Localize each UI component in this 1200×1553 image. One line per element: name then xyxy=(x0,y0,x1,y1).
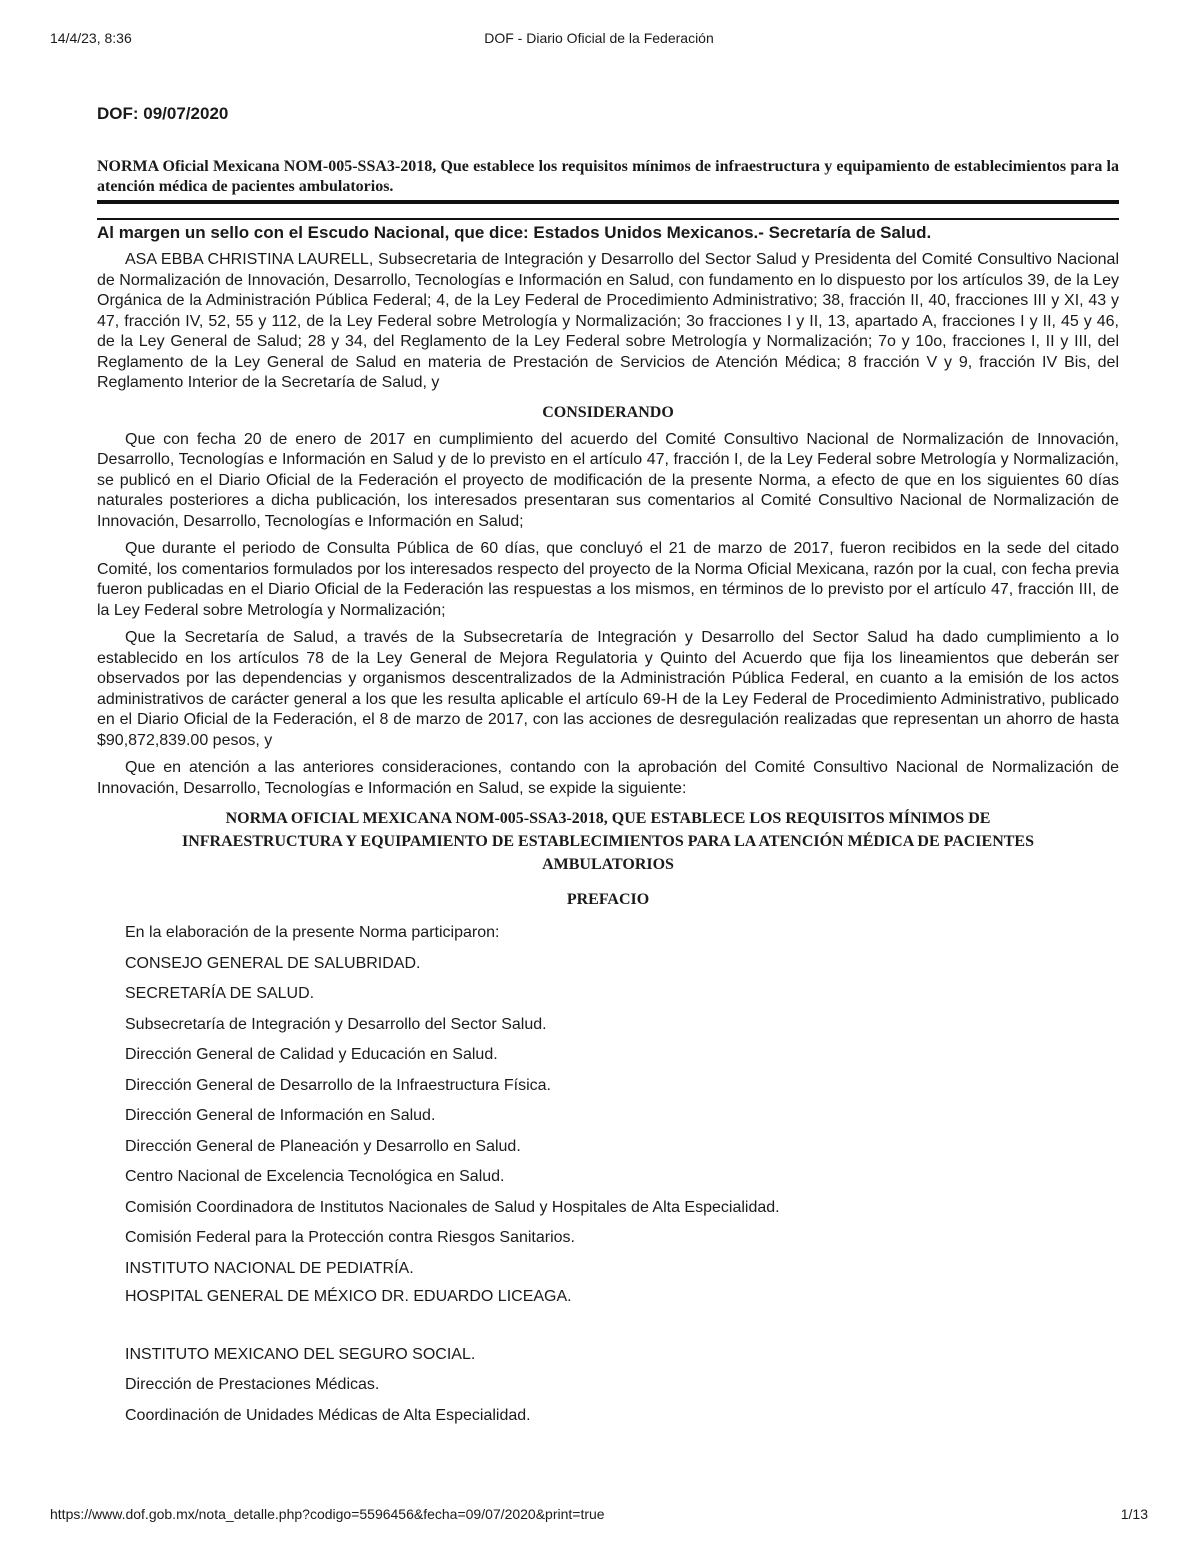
list-item: CONSEJO GENERAL DE SALUBRIDAD. xyxy=(125,954,421,972)
print-header xyxy=(50,30,1148,50)
print-url: https://www.dof.gob.mx/nota_detalle.php?codigo=5596456&fecha=09/07/2020&print=true xyxy=(50,1506,605,1522)
list-item: Dirección de Prestaciones Médicas. xyxy=(125,1376,380,1393)
considerando-paragraph-2: Que durante el periodo de Consulta Pública de 60 días, que concluyó el 21 de marzo de 2017, fueron recibidos en la sede del citado Comité, los comentarios formulados por los interesados respecto del proyecto de la Norma Oficial Mexicana, razón por la cual, con fecha previa fueron publicadas en el Diario Oficial de la Federación las respuestas a los mismos, en términos de lo previsto por el artículo 47, fracción III, de la Ley Federal sobre Metrología y Normalización; xyxy=(97,540,1119,619)
considerando-heading: CONSIDERANDO xyxy=(542,403,674,421)
list-item: Dirección General de Planeación y Desarrollo en Salud. xyxy=(125,1137,521,1155)
list-item: Centro Nacional de Excelencia Tecnológica en Salud. xyxy=(125,1168,505,1185)
list-item: HOSPITAL GENERAL DE MÉXICO DR. EDUARDO LICEAGA. xyxy=(125,1287,572,1305)
intro-paragraph: ASA EBBA CHRISTINA LAURELL, Subsecretaria de Integración y Desarrollo del Sector Salud y Presidenta del Comité Consultivo Nacional de Normalización de Innovación, Desarrollo, Tecnologías e Información en Salud, con fundamento en lo dispuesto por los artículos 39, de la Ley Orgánica de la Administración Pública Federal; 4, de la Ley Federal de Procedimiento Administrativo; 38, fracción II, 40, fracciones III y XI, 43 y 47, fracción IV, 52, 55 y 112, de la Ley Federal sobre Metrología y Normalización; 3o fracciones I y II, 13, apartado A, fracciones I y II, 45 y 46, de la Ley General de Salud; 28 y 34, del Reglamento de la Ley Federal sobre Metrología y Normalización; 7o y 10o, fracciones I, II y III, del Reglamento de la Ley General de Salud en materia de Prestación de Servicios de Atención Médica; 8 fracción V y 9, fracción IV Bis, del Reglamento Interior de la Secretaría de Salud, y xyxy=(97,251,1119,391)
considerando-paragraph-3: Que la Secretaría de Salud, a través de la Subsecretaría de Integración y Desarrollo del Sector Salud ha dado cumplimiento a lo establecido en los artículos 78 de la Ley General de Mejora Regulatoria y Quinto del Acuerdo que fija los lineamientos que deberán ser observados por las dependencias y organismos descentralizados de la Administración Pública Federal, en cuanto a la emisión de los actos administrativos de carácter general a los que les resulta aplicable el artículo 69-H de la Ley Federal de Procedimiento Administrativo, publicado en el Diario Oficial de la Federación, el 8 de marzo de 2017, con las acciones de desregulación realizadas que representan un ahorro de hasta $90,872,839.00 pesos, y xyxy=(97,629,1119,749)
sello-statement: Al margen un sello con el Escudo Nacional, que dice: Estados Unidos Mexicanos.- Secretaría de Salud. xyxy=(97,223,932,242)
prefacio-heading: PREFACIO xyxy=(566,891,650,908)
list-item: Coordinación de Unidades Médicas de Alta Especialidad. xyxy=(125,1406,531,1424)
list-item: Dirección General de Desarrollo de la Infraestructura Física. xyxy=(125,1076,551,1094)
document-body xyxy=(97,104,1119,1436)
list-item: Dirección General de Calidad y Educación en Salud. xyxy=(125,1046,498,1063)
participants-list xyxy=(97,923,1119,1426)
list-item: Dirección General de Información en Salud. xyxy=(125,1107,436,1124)
list-item: En la elaboración de la presente Norma participaron: xyxy=(125,924,500,941)
list-item: Comisión Coordinadora de Institutos Nacionales de Salud y Hospitales de Alta Especialidad. xyxy=(125,1198,780,1216)
considerando-paragraph-4: Que en atención a las anteriores consideraciones, contando con la aprobación del Comité Consultivo Nacional de Normalización de Innovación, Desarrollo, Tecnologías e Información en Salud, se expide la siguiente: xyxy=(97,759,1119,797)
dof-date: DOF: 09/07/2020 xyxy=(97,104,229,123)
print-date: 14/4/23, 8:36 xyxy=(50,30,132,46)
page-number: 1/13 xyxy=(1120,1506,1148,1522)
list-item: Comisión Federal para la Protección contra Riesgos Sanitarios. xyxy=(125,1229,575,1246)
list-item: INSTITUTO NACIONAL DE PEDIATRÍA. xyxy=(125,1259,414,1277)
norma-title: NORMA Oficial Mexicana NOM-005-SSA3-2018, Que establece los requisitos mínimos de infraestructura y equipamiento de establecimientos para la atención médica de pacientes ambulatorios. xyxy=(97,157,1119,204)
title-divider xyxy=(97,218,1119,220)
list-item: SECRETARÍA DE SALUD. xyxy=(125,985,315,1002)
list-item: INSTITUTO MEXICANO DEL SEGURO SOCIAL. xyxy=(125,1345,476,1363)
print-footer xyxy=(50,1506,1148,1526)
list-item: Subsecretaría de Integración y Desarrollo del Sector Salud. xyxy=(125,1015,547,1033)
considerando-paragraph-1: Que con fecha 20 de enero de 2017 en cumplimiento del acuerdo del Comité Consultivo Nacional de Normalización de Innovación, Desarrollo, Tecnologías e Información en Salud y de lo previsto en el artículo 47, fracción I, de la Ley Federal sobre Metrología y Normalización, se publicó en el Diario Oficial de la Federación el proyecto de modificación de la presente Norma, a efecto de que en los siguientes 60 días naturales posteriores a dicha publicación, los interesados presentaran sus comentarios al Comité Consultivo Nacional de Normalización de Innovación, Desarrollo, Tecnologías e Información en Salud; xyxy=(97,430,1119,530)
norma-heading: NORMA OFICIAL MEXICANA NOM-005-SSA3-2018, QUE ESTABLECE LOS REQUISITOS MÍNIMOS DE INFRAESTRUCTURA Y EQUIPAMIENTO DE ESTABLECIMIENTOS PARA LA ATENCIÓN MÉDICA DE PACIENTES AMBULATORIOS xyxy=(182,810,1034,873)
print-page-title: DOF - Diario Oficial de la Federación xyxy=(484,30,714,46)
